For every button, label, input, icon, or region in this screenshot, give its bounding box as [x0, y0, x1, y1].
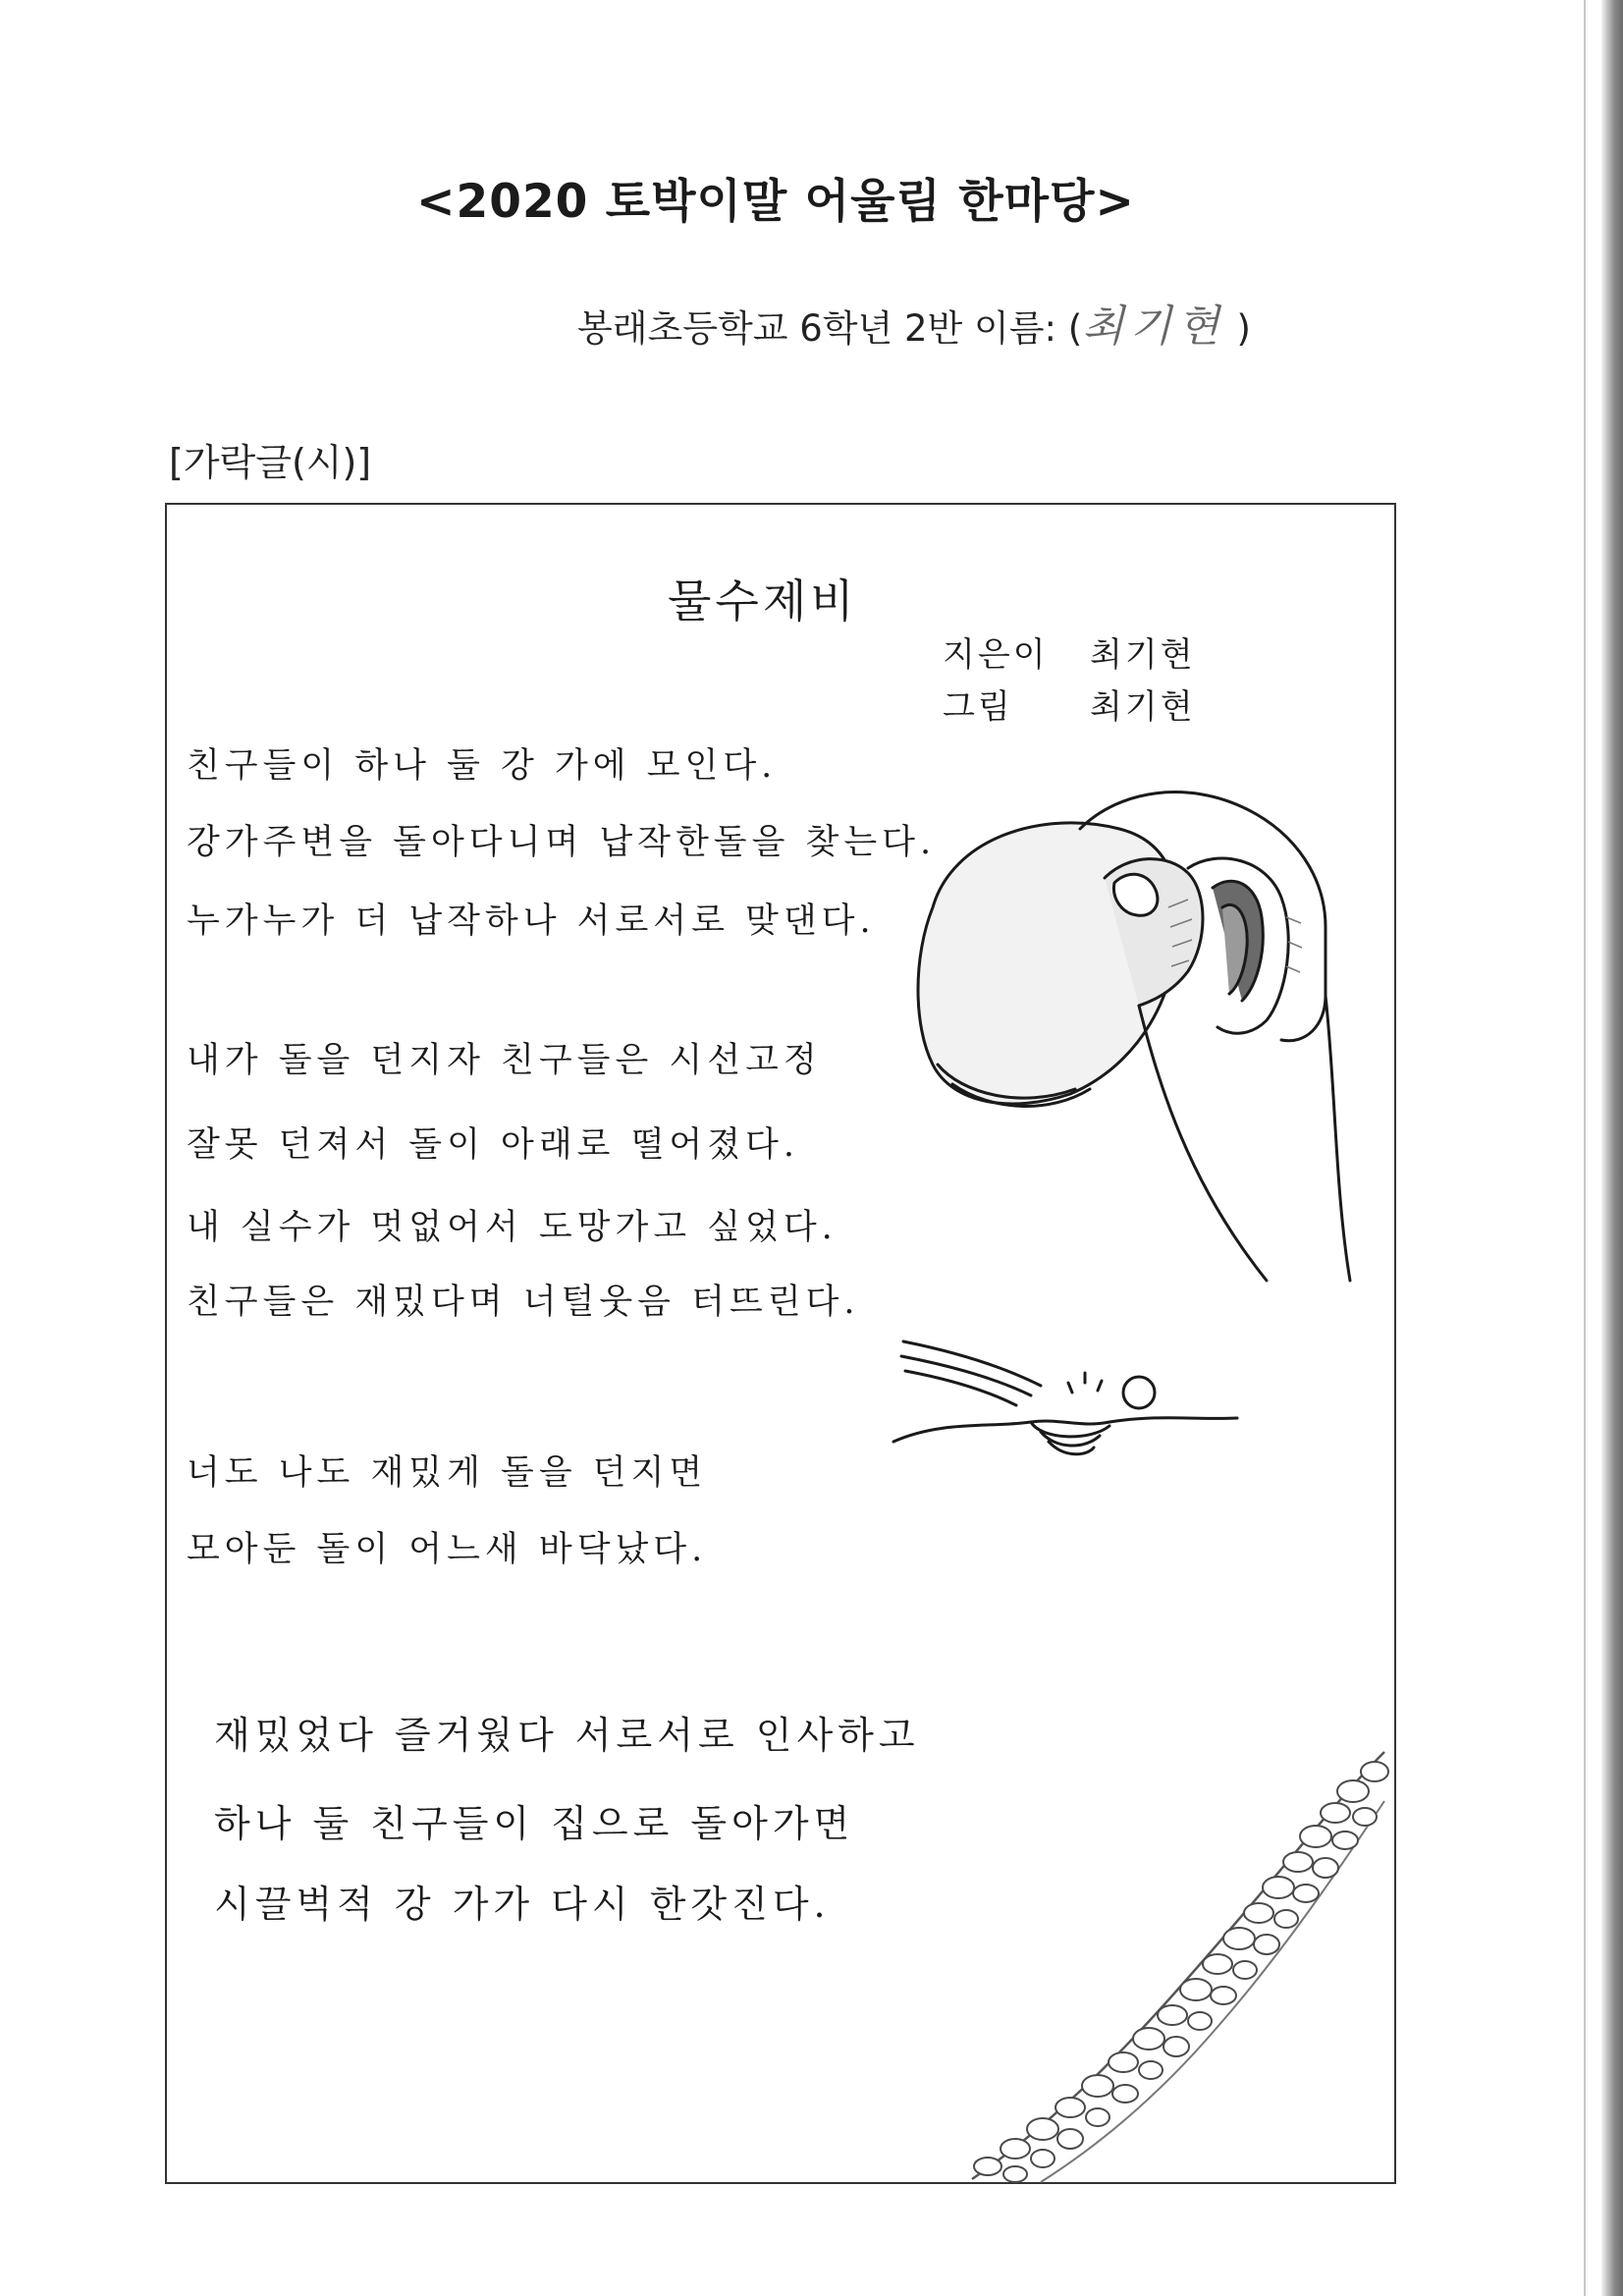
author-name: 최기현	[1090, 635, 1196, 675]
student-info	[577, 291, 1251, 354]
page-scan-line	[1584, 0, 1586, 2296]
poem-line: 친구들은 재밌다며 너털웃음 터뜨린다.	[187, 1283, 860, 1322]
pebble-riverbank-drawing	[913, 1742, 1394, 2184]
student-info-prefix: 봉래초등학교 6학년 2반 이름: (	[577, 307, 1083, 350]
poem-line: 내가 돌을 던지자 친구들은 시선고정	[187, 1041, 822, 1080]
page-scan-edge	[1601, 0, 1623, 2296]
illustrator-label: 그림	[943, 687, 1013, 727]
stone-skipping-water-drawing	[884, 1312, 1257, 1469]
author-label: 지은이	[943, 635, 1049, 675]
poem-line: 친구들이 하나 둘 강 가에 모인다.	[187, 746, 778, 786]
poem-line: 하나 둘 친구들이 집으로 돌아가면	[214, 1802, 855, 1845]
poem-line: 너도 나도 재밌게 돌을 던지면	[187, 1453, 708, 1493]
section-label: [가락글(시)]	[169, 441, 372, 484]
poem-line: 내 실수가 멋없어서 도망가고 싶었다.	[187, 1208, 838, 1247]
student-info-suffix: )	[1224, 307, 1251, 350]
poem-line: 모아둔 돌이 어느새 바닥났다.	[187, 1530, 708, 1569]
illustrator-name: 최기현	[1090, 687, 1196, 727]
poem-line: 재밌었다 즐거웠다 서로서로 인사하고	[214, 1714, 920, 1757]
poem-line: 강가주변을 돌아다니며 납작한돌을 찾는다.	[187, 823, 937, 862]
poem-title: 물수제비	[668, 574, 858, 628]
poem-line: 시끌벅적 강 가가 다시 한갓진다.	[214, 1883, 831, 1926]
student-name: 최기현	[1082, 301, 1225, 352]
poem-line: 잘못 던져서 돌이 아래로 떨어졌다.	[187, 1125, 799, 1165]
poem-frame	[165, 503, 1396, 2184]
page-heading: <2020 토박이말 어울림 한마당>	[416, 175, 1135, 229]
poem-line: 누가누가 더 납작하나 서로서로 맞댄다.	[187, 902, 876, 941]
hand-holding-stone-drawing	[893, 770, 1365, 1300]
